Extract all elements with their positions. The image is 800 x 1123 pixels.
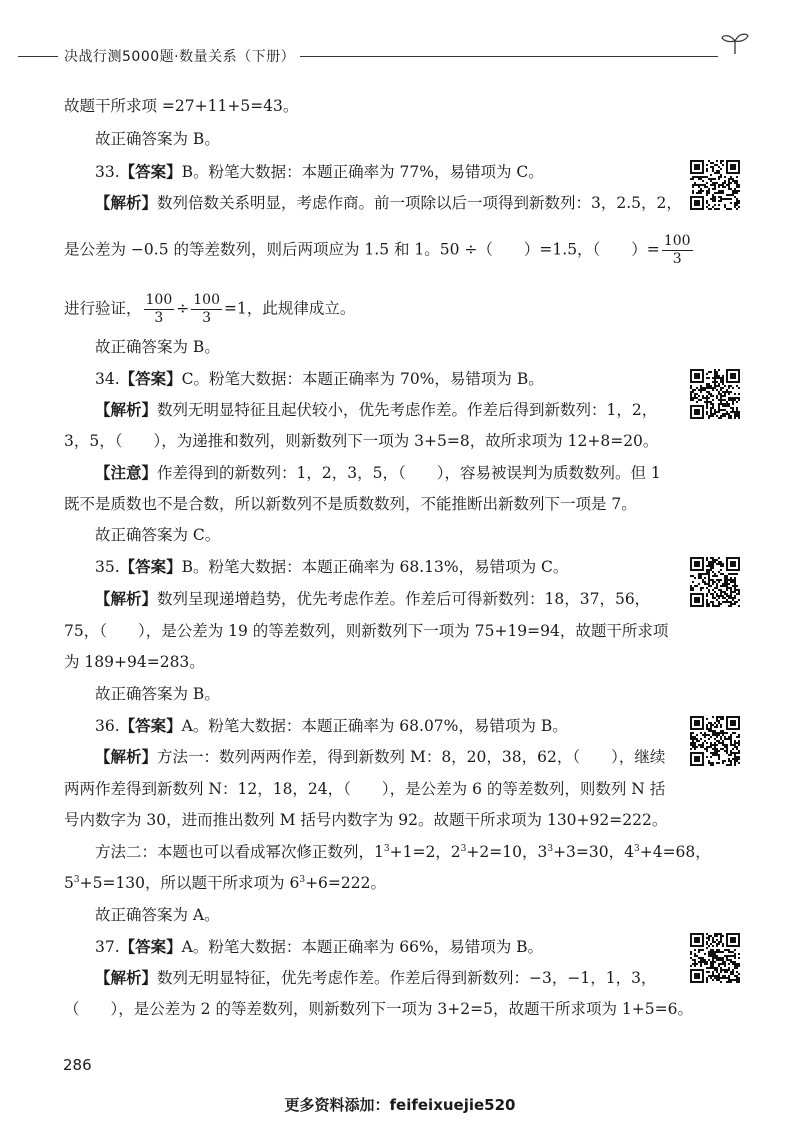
- answer-tag: 【答案】: [119, 163, 182, 181]
- text-line: [64, 233, 695, 268]
- text-line: 故正确答案为 B。: [95, 338, 220, 356]
- page-number: 286: [63, 1056, 92, 1074]
- answer-line-36: [95, 716, 568, 736]
- fraction-denominator: 3: [154, 310, 164, 326]
- analysis-text: 数列无明显特征且起伏较小，优先考虑作差。作差后得到新数列：1，2，: [157, 401, 658, 419]
- note-text: 作差得到的新数列：1，2，3，5，（ ），容易被误判为质数数列。但 1: [157, 464, 661, 482]
- text-span: +5=130，所以题干所求项为 6: [79, 874, 300, 892]
- question-number: 36.: [95, 717, 120, 735]
- note-line-34: [95, 463, 661, 483]
- fraction-denominator: 3: [672, 251, 682, 267]
- fraction: [662, 233, 693, 268]
- qr-code-icon: [690, 160, 740, 210]
- qr-code-icon: [690, 716, 740, 766]
- header-title: 决战行测5000题·数量关系（下册）: [64, 49, 296, 65]
- text-line: 故正确答案为 C。: [95, 526, 221, 544]
- text-span: +3=30，4: [553, 843, 634, 861]
- analysis-line-37: [95, 968, 656, 988]
- text-line: 75，（ ），是公差为 19 的等差数列，则新数列下一项为 75+19=94，故题干所求项: [64, 622, 669, 640]
- answer-line-35: [95, 557, 568, 577]
- answer-line-34: [95, 369, 544, 389]
- text-line: 故正确答案为 B。: [95, 685, 220, 703]
- divide-sign: ÷: [176, 299, 190, 318]
- text-line: [64, 292, 355, 327]
- answer-text: B。粉笔大数据：本题正确率为 77%，易错项为 C。: [181, 163, 544, 181]
- text-line: [64, 873, 386, 893]
- text-line: 3，5，（ ），为递推和数列，则新数列下一项为 3+5=8，故所求项为 12+8=20。: [64, 432, 659, 450]
- question-number: 35.: [95, 558, 120, 576]
- text-line: （ ），是公差为 2 的等差数列，则新数列下一项为 3+2=5，故题干所求项为 1+5=6。: [64, 1000, 693, 1018]
- text-line: 故题干所求项 =27+11+5=43。: [64, 97, 299, 115]
- text-line: 为 189+94=283。: [64, 653, 205, 671]
- text-span: +2=10，3: [466, 843, 548, 861]
- analysis-text: 数列倍数关系明显，考虑作商。前一项除以后一项得到新数列：3，2.5，2，: [157, 194, 682, 212]
- exponent: 3: [73, 874, 80, 885]
- analysis-tag: 【解析】: [95, 590, 158, 608]
- answer-tag: 【答案】: [119, 558, 182, 576]
- note-tag: 【注意】: [95, 464, 158, 482]
- analysis-tag: 【解析】: [95, 748, 158, 766]
- header-rule-right: [300, 56, 718, 57]
- fraction-numerator: 100: [145, 292, 173, 308]
- footer-note: [0, 1094, 800, 1115]
- running-header: [0, 44, 800, 68]
- fraction: [191, 292, 222, 327]
- answer-text: B。粉笔大数据：本题正确率为 68.13%，易错项为 C。: [181, 558, 569, 576]
- footer-prefix: 更多资料添加：: [284, 1096, 390, 1114]
- text-line: 故正确答案为 B。: [95, 130, 220, 148]
- analysis-line-33: [95, 193, 682, 213]
- text-span: +1=2，2: [389, 843, 461, 861]
- answer-text: A。粉笔大数据：本题正确率为 66%，易错项为 B。: [181, 938, 544, 956]
- analysis-tag: 【解析】: [95, 401, 158, 419]
- answer-text: A。粉笔大数据：本题正确率为 68.07%，易错项为 B。: [181, 717, 568, 735]
- answer-line-33: [95, 162, 544, 182]
- text-span: 是公差为 −0.5 的等差数列，则后两项应为 1.5 和 1。50 ÷（ ）=1.5，（ ）=: [64, 240, 660, 259]
- text-line: 号内数字为 30，进而推出数列 M 括号内数字为 92。故题干所求项为 130+92=222。: [64, 811, 668, 829]
- text-line: 两两作差得到新数列 N：12，18，24，（ ），是公差为 6 的等差数列，则数列 N 括: [64, 780, 666, 798]
- qr-code-icon: [690, 369, 740, 419]
- exponent: 3: [383, 843, 390, 854]
- analysis-line-35: [95, 589, 650, 609]
- analysis-line-34: [95, 400, 657, 420]
- exponent: 3: [547, 843, 554, 854]
- question-number: 34.: [95, 370, 120, 388]
- exponent: 3: [460, 843, 467, 854]
- qr-code-icon: [690, 933, 740, 983]
- question-number: 37.: [95, 938, 120, 956]
- text-span: 方法二：本题也可以看成幂次修正数列，1: [95, 843, 384, 861]
- analysis-tag: 【解析】: [95, 194, 158, 212]
- analysis-text: 数列呈现递增趋势，优先考虑作差。作差后可得新数列：18，37，56，: [157, 590, 651, 608]
- analysis-tag: 【解析】: [95, 969, 158, 987]
- answer-tag: 【答案】: [119, 717, 182, 735]
- answer-tag: 【答案】: [119, 938, 182, 956]
- qr-code-icon: [690, 557, 740, 607]
- answer-line-37: [95, 937, 543, 957]
- header-rule-left: [18, 56, 58, 57]
- exponent: 3: [633, 843, 640, 854]
- fraction-numerator: 100: [663, 233, 691, 249]
- analysis-line-36: [95, 747, 665, 767]
- footer-contact: feifeixuejie520: [389, 1096, 516, 1114]
- answer-tag: 【答案】: [119, 370, 182, 388]
- text-line: 既不是质数也不是合数，所以新数列不是质数数列，不能推断出新数列下一项是 7。: [64, 495, 637, 513]
- text-line: 故正确答案为 A。: [95, 906, 220, 924]
- fraction-numerator: 100: [193, 292, 220, 308]
- text-span: =1，此规律成立。: [223, 299, 356, 318]
- text-span: +6=222。: [305, 874, 386, 892]
- analysis-text: 方法一：数列两两作差，得到新数列 M：8，20，38，62，（ ），继续: [157, 748, 666, 766]
- text-span: +4=68，: [639, 843, 711, 861]
- question-number: 33.: [95, 163, 120, 181]
- analysis-text: 数列无明显特征，优先考虑作差。作差后得到新数列：−3，−1，1，3，: [157, 969, 657, 987]
- method-two-line: [95, 842, 711, 862]
- fraction: [144, 292, 175, 327]
- text-span: 进行验证，: [64, 299, 142, 318]
- fraction-denominator: 3: [202, 310, 212, 326]
- sprout-icon: [720, 30, 750, 56]
- answer-text: C。粉笔大数据：本题正确率为 70%，易错项为 B。: [181, 370, 544, 388]
- exponent: 3: [299, 874, 306, 885]
- text-span: 5: [64, 874, 74, 892]
